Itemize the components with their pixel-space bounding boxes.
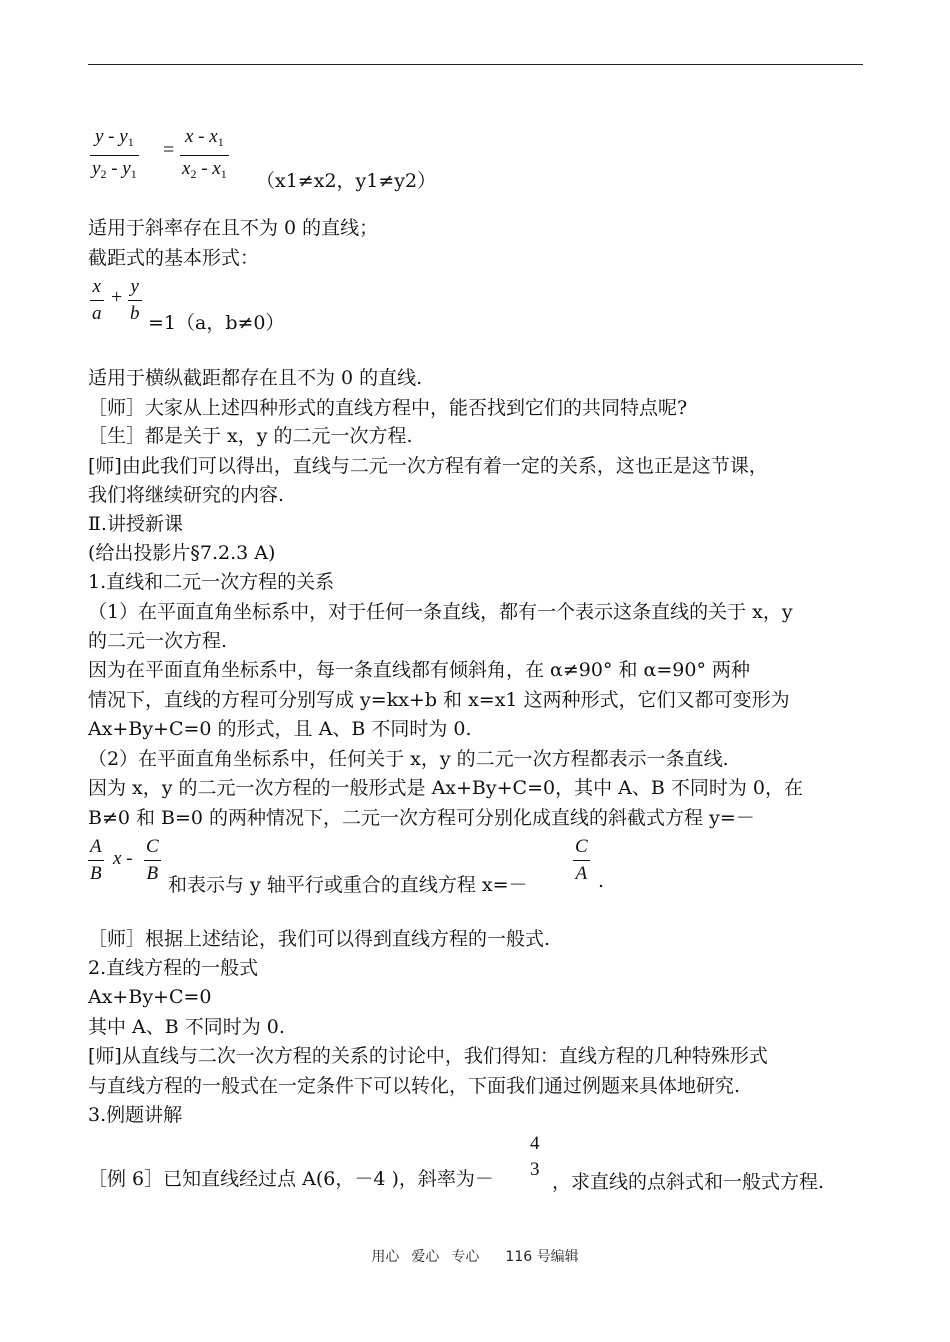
text-line: 因为在平面直角坐标系中，每一条直线都有倾斜角，在 α≠90° 和 α=90° 两种 [88,659,751,681]
intercept-x-over-a: $\frac{x}{a}$ [92,276,102,324]
text-line: [师]从直线与二次一次方程的关系的讨论中，我们得知：直线方程的几种特殊形式 [88,1045,768,1067]
fraction-a-over-b: $\frac{A}{B}$ [90,836,102,884]
text-line: B≠0 和 B=0 的两种情况下，二元一次方程可分别化成直线的斜截式方程 y=－ [88,807,755,829]
period: . [598,870,605,892]
x-minus: x - [113,848,133,869]
fraction-c-over-b: $\frac{C}{B}$ [146,836,159,884]
text-line: 适用于横纵截距都存在且不为 0 的直线. [88,367,423,389]
two-point-equals: = [163,139,175,161]
text-line: 截距式的基本形式： [88,247,260,269]
subsection-heading: 1.直线和二元一次方程的关系 [88,571,335,593]
page-footer: 用心 爱心 专心 116 号编辑 [371,1249,579,1265]
subsection-heading: 3.例题讲解 [88,1104,183,1126]
section-heading: Ⅱ.讲授新课 [88,513,183,535]
text-line: 因为 x，y 的二元一次方程的一般形式是 Ax+By+C=0，其中 A、B 不同时为 0，在 [88,777,803,799]
text-line: 的二元一次方程. [88,630,228,652]
subsection-heading: 2.直线方程的一般式 [88,957,259,979]
text-line: ［师］根据上述结论，我们可以得到直线方程的一般式. [88,928,551,950]
example-6-prefix: ［例 6］已知直线经过点 A(6，－4 )，斜率为－ [88,1168,494,1190]
text-line: [师]由此我们可以得出，直线与二元一次方程有着一定的关系，这也正是这节课， [88,455,768,477]
text-line: 与直线方程的一般式在一定条件下可以转化，下面我们通过例题来具体地研究. [88,1075,741,1097]
text-line: (给出投影片§7.2.3 A) [88,542,276,564]
text-line: ［生］都是关于 x，y 的二元一次方程. [88,425,413,447]
text-line: Ax+By+C=0 的形式，且 A、B 不同时为 0. [88,718,472,740]
intercept-condition: =1（a，b≠0） [148,312,285,334]
text-line: （2）在平面直角坐标系中，任何关于 x，y 的二元一次方程都表示一条直线. [88,748,729,770]
text-line: 其中 A、B 不同时为 0. [88,1016,285,1038]
intercept-plus: + [111,286,123,308]
header-rule [88,64,863,65]
equation-line: Ax+By+C=0 [88,986,212,1008]
text-line: （1）在平面直角坐标系中，对于任何一条直线，都有一个表示这条直线的关于 x，y [88,601,793,623]
text-line: 情况下，直线的方程可分别写成 y=kx+b 和 x=x1 这两种形式，它们又都可变形为 [88,689,790,711]
text-line: 和表示与 y 轴平行或重合的直线方程 x=－ [168,874,528,896]
text-line: 适用于斜率存在且不为 0 的直线； [88,217,379,239]
intercept-y-over-b: $\frac{y}{b}$ [130,276,140,324]
fraction-4-over-3: 4 3 [530,1133,540,1180]
text-line: ［师］大家从上述四种形式的直线方程中，能否找到它们的共同特点呢? [88,397,688,419]
text-line: 我们将继续研究的内容. [88,484,285,506]
fraction-c-over-a: $\frac{C}{A}$ [575,836,588,884]
example-6-suffix: ，求直线的点斜式和一般式方程. [552,1171,825,1193]
two-point-rhs-fraction: $\frac{x - x_1}{x_2 - x_1}$ [182,126,227,181]
two-point-lhs-fraction: $\frac{y - y_1}{y_2 - y_1}$ [92,126,137,181]
two-point-condition: （x1≠x2，y1≠y2） [256,170,437,192]
